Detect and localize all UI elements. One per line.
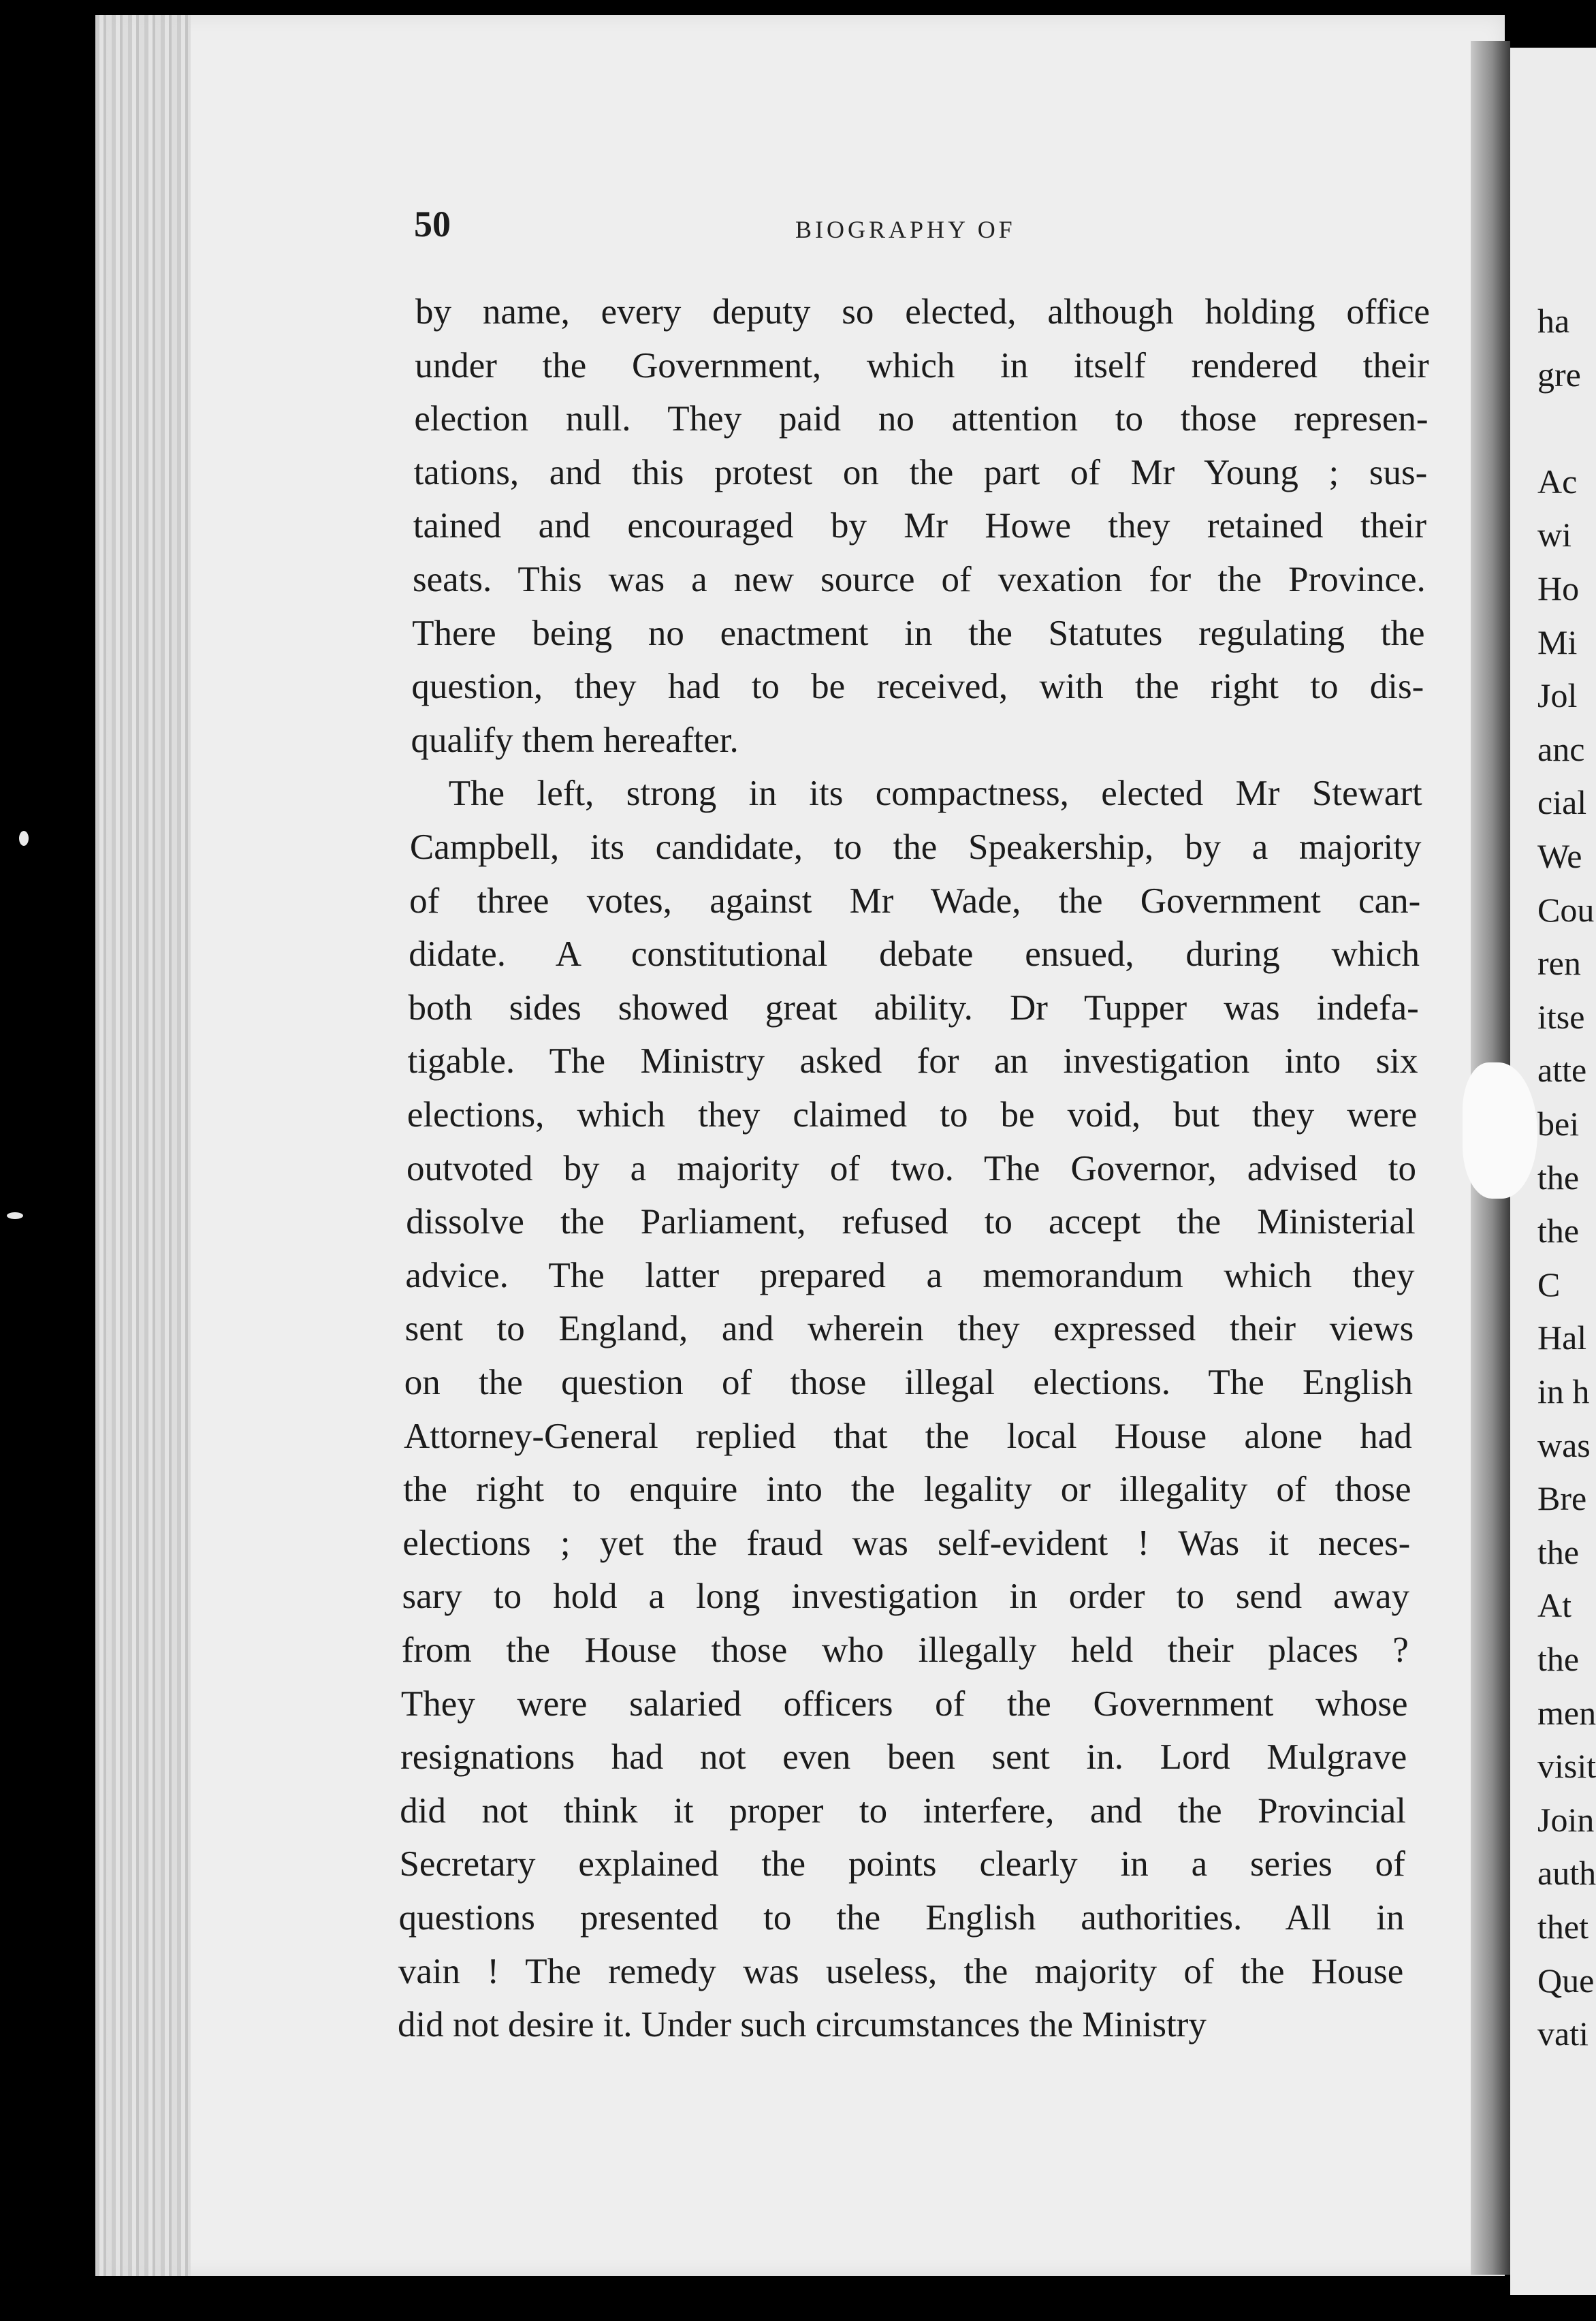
- text-line: questions presented to the English authorities. All in: [398, 1898, 1405, 1938]
- adjacent-page-line: cial: [1537, 783, 1587, 822]
- text-line: Secretary explained the points clearly in a series of: [399, 1844, 1405, 1884]
- page-number: 50: [414, 204, 451, 244]
- adjacent-page-line: Que: [1537, 1961, 1595, 2000]
- text-line: dissolve the Parliament, refused to accept the Ministerial: [406, 1202, 1416, 1242]
- text-line: Attorney-General replied that the local House alone had: [403, 1416, 1412, 1456]
- text-line: elections, which they claimed to be void, but they were: [406, 1095, 1418, 1135]
- adjacent-page-line: atte: [1537, 1051, 1587, 1090]
- adjacent-page-line: Ho: [1537, 569, 1580, 607]
- adjacent-page-line: wi: [1537, 516, 1571, 554]
- adjacent-page-line: the: [1537, 1212, 1580, 1250]
- text-line: There being no enactment in the Statutes regulating the: [412, 613, 1425, 653]
- text-line: seats. This was a new source of vexation for the Province.: [412, 560, 1426, 599]
- adjacent-page-line: auth: [1537, 1854, 1596, 1893]
- text-line: tigable. The Ministry asked for an investigation into six: [407, 1041, 1418, 1081]
- adjacent-page-line: thet: [1537, 1908, 1589, 1946]
- adjacent-page-line: C: [1537, 1265, 1561, 1304]
- adjacent-page-line: anc: [1537, 729, 1585, 768]
- adjacent-page-line: Join: [1537, 1800, 1595, 1839]
- text-line: The left, strong in its compactness, elected Mr Stewart: [448, 774, 1422, 814]
- text-line: didate. A constitutional debate ensued, during which: [409, 934, 1420, 975]
- adjacent-page-line: the: [1537, 1158, 1580, 1197]
- page-edge-strips: [95, 15, 191, 2276]
- adjacent-page-line: was: [1537, 1425, 1591, 1464]
- adjacent-page-line: gre: [1537, 355, 1581, 394]
- text-line: by name, every deputy so elected, although holding office: [415, 292, 1430, 332]
- adjacent-page-line: Hal: [1537, 1319, 1587, 1357]
- running-head: BIOGRAPHY OF: [795, 216, 1016, 243]
- adjacent-page-line: vati: [1537, 2015, 1589, 2053]
- adjacent-page-line: Cou: [1537, 890, 1595, 929]
- adjacent-page-line: Mi: [1537, 622, 1578, 661]
- adjacent-page-line: the: [1537, 1640, 1580, 1678]
- text-line: sent to England, and wherein they expressed their views: [404, 1309, 1414, 1349]
- adjacent-page-line: itse: [1537, 997, 1585, 1036]
- adjacent-page-line: Jol: [1537, 676, 1578, 715]
- adjacent-page-line: visit: [1537, 1747, 1596, 1786]
- adjacent-page-line: ha: [1537, 302, 1570, 340]
- adjacent-page-line: Bre: [1537, 1479, 1587, 1518]
- adjacent-page-line: in h: [1537, 1372, 1590, 1410]
- text-line: tained and encouraged by Mr Howe they retained their: [413, 506, 1426, 546]
- margin-speck: [19, 831, 29, 846]
- text-line: both sides showed great ability. Dr Tupper was indefa-: [408, 988, 1419, 1028]
- text-line: from the House those who illegally held their places ?: [401, 1630, 1409, 1670]
- adjacent-page-line: bei: [1537, 1105, 1580, 1143]
- adjacent-page-line: the: [1537, 1532, 1580, 1571]
- text-line: qualify them hereafter.: [411, 720, 739, 760]
- text-line: vain ! The remedy was useless, the majority of the House: [398, 1951, 1404, 1991]
- adjacent-page-line: Ac: [1537, 462, 1578, 501]
- text-line: advice. The latter prepared a memorandum which they: [405, 1255, 1415, 1295]
- text-line: They were salaried officers of the Government whose: [400, 1684, 1408, 1724]
- text-line: Campbell, its candidate, to the Speakership, by a majority: [409, 827, 1422, 867]
- text-line: election null. They paid no attention to those represen-: [414, 399, 1429, 439]
- text-line: of three votes, against Mr Wade, the Government can-: [409, 881, 1421, 921]
- text-line: did not think it proper to interfere, and the Provincial: [400, 1790, 1406, 1831]
- adjacent-page-line: At: [1537, 1586, 1571, 1625]
- text-line: resignations had not even been sent in. Lord Mulgrave: [400, 1737, 1407, 1778]
- text-line: on the question of those illegal elections. The English: [404, 1363, 1413, 1402]
- adjacent-page-line: We: [1537, 837, 1582, 875]
- text-line: under the Government, which in itself rendered their: [415, 345, 1429, 385]
- text-line: outvoted by a majority of two. The Governor, advised to: [406, 1148, 1416, 1188]
- text-line: question, they had to be received, with the right to dis-: [411, 667, 1424, 707]
- adjacent-page-line: men: [1537, 1693, 1596, 1732]
- text-line: the right to enquire into the legality or illegality of those: [403, 1470, 1411, 1510]
- text-line: elections ; yet the fraud was self-evident ! Was it neces-: [402, 1523, 1411, 1563]
- margin-speck: [7, 1212, 23, 1219]
- text-line: sary to hold a long investigation in order to send away: [402, 1577, 1409, 1617]
- adjacent-page-line: ren: [1537, 944, 1581, 983]
- text-line: tations, and this protest on the part of Mr Young ; sus-: [413, 452, 1428, 492]
- text-line: did not desire it. Under such circumstances the Ministry: [398, 2005, 1207, 2045]
